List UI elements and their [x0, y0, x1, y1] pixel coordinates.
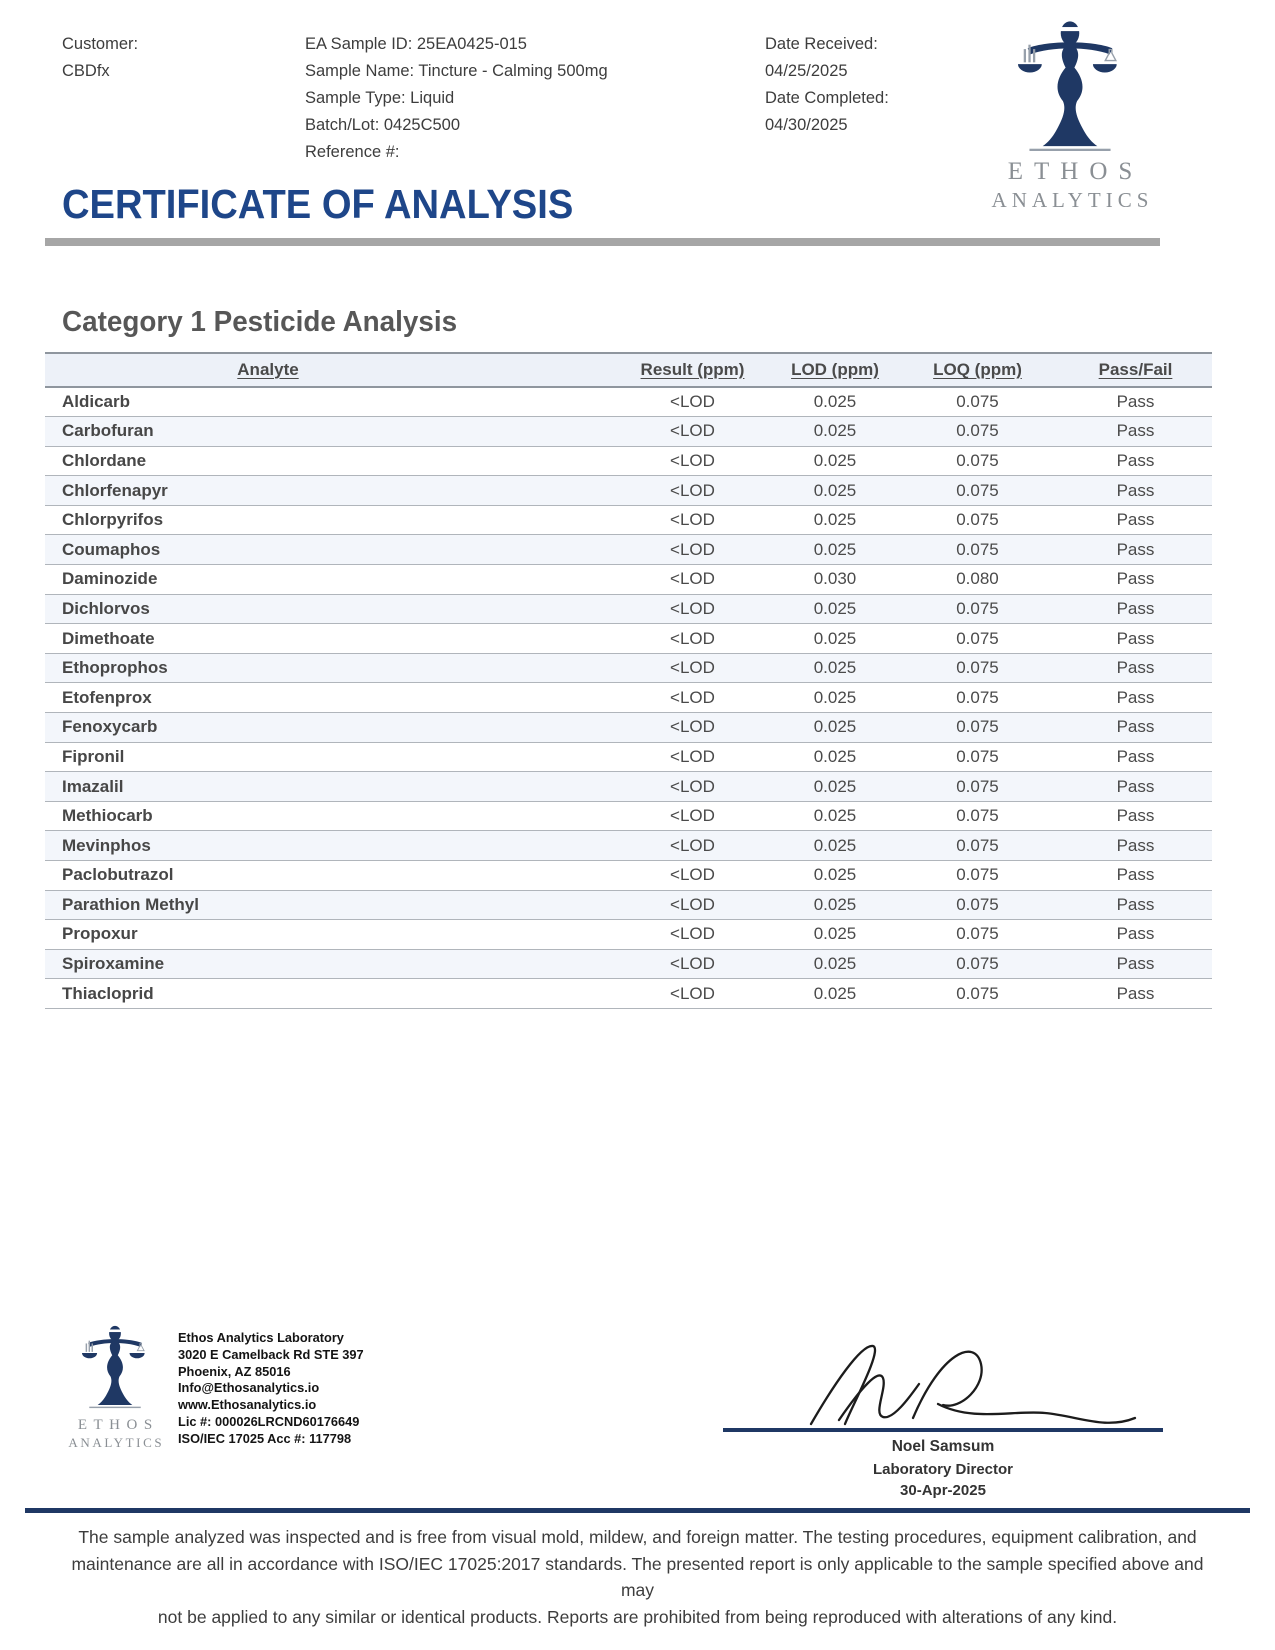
loq-cell: 0.075 — [896, 713, 1059, 743]
table-row — [45, 772, 1212, 802]
passfail-cell: Pass — [1059, 476, 1212, 506]
passfail-cell: Pass — [1059, 565, 1212, 595]
table-row — [45, 979, 1212, 1009]
lab-info-line: Info@Ethosanalytics.io — [178, 1380, 320, 1396]
result-cell: <LOD — [611, 742, 774, 772]
signature — [733, 1326, 1153, 1438]
result-cell: <LOD — [611, 801, 774, 831]
date-label: Date Received: — [765, 35, 878, 53]
table-row — [45, 387, 1212, 417]
passfail-cell: Pass — [1059, 801, 1212, 831]
analyte-cell: Etofenprox — [45, 683, 611, 713]
date-value: 04/25/2025 — [765, 62, 848, 80]
table-row — [45, 742, 1212, 772]
lod-cell: 0.025 — [774, 535, 896, 565]
lod-cell: 0.025 — [774, 801, 896, 831]
company-logo — [978, 20, 1162, 213]
passfail-cell: Pass — [1059, 949, 1212, 979]
loq-cell: 0.075 — [896, 505, 1059, 535]
passfail-cell: Pass — [1059, 535, 1212, 565]
pesticide-analysis-table — [45, 352, 1212, 1009]
loq-cell: 0.075 — [896, 831, 1059, 861]
loq-cell: 0.075 — [896, 476, 1059, 506]
table-row — [45, 535, 1212, 565]
table-row — [45, 565, 1212, 595]
lab-info-line: 3020 E Camelback Rd STE 397 — [178, 1346, 364, 1362]
footer-divider — [25, 1508, 1250, 1513]
result-cell: <LOD — [611, 713, 774, 743]
table-row — [45, 683, 1212, 713]
result-cell: <LOD — [611, 949, 774, 979]
lab-info-line: Lic #: 000026LRCND60176649 — [178, 1413, 360, 1429]
footer-wordmark-line2: ANALYTICS — [68, 1435, 165, 1450]
passfail-cell: Pass — [1059, 505, 1212, 535]
result-cell: <LOD — [611, 476, 774, 506]
lod-cell: 0.025 — [774, 861, 896, 891]
date-label: Date Completed: — [765, 89, 889, 107]
lod-cell: 0.025 — [774, 387, 896, 417]
analyte-cell: Coumaphos — [45, 535, 611, 565]
table-row — [45, 417, 1212, 447]
disclaimer-line: maintenance are all in accordance with ISO/IEC 17025:2017 standards. The presented report is only applicable to the sample specified above and may — [71, 1553, 1204, 1600]
loq-cell: 0.080 — [896, 565, 1059, 595]
sample-info-line: Sample Type: Liquid — [305, 89, 455, 107]
loq-cell: 0.075 — [896, 446, 1059, 476]
passfail-cell: Pass — [1059, 979, 1212, 1009]
analyte-cell: Thiacloprid — [45, 979, 611, 1009]
signature-date: 30-Apr-2025 — [900, 1482, 986, 1499]
analyte-cell: Carbofuran — [45, 417, 611, 447]
passfail-cell: Pass — [1059, 831, 1212, 861]
disclaimer-line: not be applied to any similar or identical products. Reports are prohibited from being reproduced with alterations of any kind. — [157, 1606, 1118, 1627]
table-row — [45, 801, 1212, 831]
passfail-cell: Pass — [1059, 713, 1212, 743]
analyte-cell: Propoxur — [45, 920, 611, 950]
result-cell: <LOD — [611, 653, 774, 683]
result-cell: <LOD — [611, 979, 774, 1009]
signatory-title: Laboratory Director — [872, 1461, 1014, 1478]
result-cell: <LOD — [611, 446, 774, 476]
passfail-cell: Pass — [1059, 594, 1212, 624]
lab-info-block — [178, 1330, 364, 1448]
customer-label: Customer: — [62, 35, 139, 53]
table-row — [45, 505, 1212, 535]
footer-logo — [55, 1325, 175, 1451]
loq-cell: 0.075 — [896, 387, 1059, 417]
lab-info-line: Phoenix, AZ 85016 — [178, 1363, 291, 1379]
lod-cell: 0.025 — [774, 505, 896, 535]
loq-cell: 0.075 — [896, 949, 1059, 979]
lod-cell: 0.030 — [774, 565, 896, 595]
loq-cell: 0.075 — [896, 979, 1059, 1009]
loq-cell: 0.075 — [896, 594, 1059, 624]
loq-cell: 0.075 — [896, 624, 1059, 654]
result-cell: <LOD — [611, 831, 774, 861]
sample-info-line: Reference #: — [305, 143, 400, 161]
lod-cell: 0.025 — [774, 920, 896, 950]
passfail-cell: Pass — [1059, 772, 1212, 802]
sample-info-line: Sample Name: Tincture - Calming 500mg — [305, 62, 608, 80]
sample-info-block — [305, 31, 608, 166]
analyte-cell: Aldicarb — [45, 387, 611, 417]
column-header-passfail: Pass/Fail — [1098, 360, 1173, 379]
column-header-analyte: Analyte — [237, 360, 299, 379]
analyte-cell: Ethoprophos — [45, 653, 611, 683]
sample-info-line: Batch/Lot: 0425C500 — [305, 116, 461, 134]
passfail-cell: Pass — [1059, 683, 1212, 713]
logo-wordmark-line1: ETHOS — [1007, 158, 1144, 185]
logo-wordmark-line2: ANALYTICS — [991, 188, 1154, 212]
result-cell: <LOD — [611, 861, 774, 891]
table-row — [45, 713, 1212, 743]
analyte-cell: Paclobutrazol — [45, 861, 611, 891]
lod-cell: 0.025 — [774, 949, 896, 979]
footer-wordmark-line1: ETHOS — [77, 1417, 159, 1433]
result-cell: <LOD — [611, 535, 774, 565]
loq-cell: 0.075 — [896, 417, 1059, 447]
analyte-cell: Spiroxamine — [45, 949, 611, 979]
analyte-cell: Methiocarb — [45, 801, 611, 831]
lab-info-line: ISO/IEC 17025 Acc #: 117798 — [178, 1430, 352, 1446]
result-cell: <LOD — [611, 772, 774, 802]
loq-cell: 0.075 — [896, 742, 1059, 772]
result-cell: <LOD — [611, 624, 774, 654]
result-cell: <LOD — [611, 505, 774, 535]
column-header-result: Result (ppm) — [640, 360, 745, 379]
lod-cell: 0.025 — [774, 594, 896, 624]
passfail-cell: Pass — [1059, 624, 1212, 654]
table-row — [45, 594, 1212, 624]
table-row — [45, 653, 1212, 683]
result-cell: <LOD — [611, 387, 774, 417]
table-row — [45, 446, 1212, 476]
table-row — [45, 861, 1212, 891]
title-divider — [45, 238, 1160, 246]
lab-info-line: www.Ethosanalytics.io — [178, 1397, 317, 1413]
lod-cell: 0.025 — [774, 446, 896, 476]
customer-block — [62, 31, 138, 85]
column-header-lod: LOD (ppm) — [791, 360, 879, 379]
lod-cell: 0.025 — [774, 890, 896, 920]
signature-block — [723, 1326, 1163, 1499]
lod-cell: 0.025 — [774, 476, 896, 506]
scales-of-justice-icon — [67, 1325, 163, 1410]
analyte-cell: Chlorpyrifos — [45, 505, 611, 535]
lab-info-line: Ethos Analytics Laboratory — [178, 1330, 344, 1345]
lod-cell: 0.025 — [774, 624, 896, 654]
analyte-cell: Chlordane — [45, 446, 611, 476]
passfail-cell: Pass — [1059, 890, 1212, 920]
lod-cell: 0.025 — [774, 683, 896, 713]
lod-cell: 0.025 — [774, 742, 896, 772]
result-cell: <LOD — [611, 417, 774, 447]
passfail-cell: Pass — [1059, 446, 1212, 476]
disclaimer-line: The sample analyzed was inspected and is free from visual mold, mildew, and foreign matter. The testing procedures, equipment calibration, and — [78, 1527, 1197, 1547]
loq-cell: 0.075 — [896, 683, 1059, 713]
scales-of-justice-icon — [994, 20, 1146, 154]
loq-cell: 0.075 — [896, 535, 1059, 565]
table-row — [45, 949, 1212, 979]
signature-line — [723, 1428, 1163, 1432]
page-title: CERTIFICATE OF ANALYSIS — [62, 181, 574, 227]
lod-cell: 0.025 — [774, 772, 896, 802]
lod-cell: 0.025 — [774, 713, 896, 743]
result-cell: <LOD — [611, 594, 774, 624]
loq-cell: 0.075 — [896, 890, 1059, 920]
analyte-cell: Parathion Methyl — [45, 890, 611, 920]
table-row — [45, 890, 1212, 920]
dates-block — [765, 31, 889, 139]
loq-cell: 0.075 — [896, 653, 1059, 683]
customer-name: CBDfx — [62, 62, 110, 80]
passfail-cell: Pass — [1059, 920, 1212, 950]
analyte-cell: Imazalil — [45, 772, 611, 802]
loq-cell: 0.075 — [896, 861, 1059, 891]
table-header-row — [45, 353, 1212, 387]
analyte-cell: Fipronil — [45, 742, 611, 772]
passfail-cell: Pass — [1059, 861, 1212, 891]
result-cell: <LOD — [611, 890, 774, 920]
passfail-cell: Pass — [1059, 417, 1212, 447]
loq-cell: 0.075 — [896, 772, 1059, 802]
analyte-cell: Daminozide — [45, 565, 611, 595]
passfail-cell: Pass — [1059, 742, 1212, 772]
column-header-loq: LOQ (ppm) — [933, 360, 1022, 379]
lod-cell: 0.025 — [774, 979, 896, 1009]
result-cell: <LOD — [611, 683, 774, 713]
result-cell: <LOD — [611, 565, 774, 595]
table-row — [45, 831, 1212, 861]
lod-cell: 0.025 — [774, 831, 896, 861]
sample-info-line: EA Sample ID: 25EA0425-015 — [305, 35, 527, 53]
passfail-cell: Pass — [1059, 653, 1212, 683]
analyte-cell: Mevinphos — [45, 831, 611, 861]
disclaimer — [65, 1524, 1210, 1630]
signatory-name: Noel Samsum — [891, 1438, 995, 1455]
table-row — [45, 476, 1212, 506]
analyte-cell: Dichlorvos — [45, 594, 611, 624]
section-title: Category 1 Pesticide Analysis — [62, 306, 458, 338]
table-row — [45, 624, 1212, 654]
analyte-cell: Fenoxycarb — [45, 713, 611, 743]
result-cell: <LOD — [611, 920, 774, 950]
analyte-cell: Chlorfenapyr — [45, 476, 611, 506]
passfail-cell: Pass — [1059, 387, 1212, 417]
table-row — [45, 920, 1212, 950]
date-value: 04/30/2025 — [765, 116, 848, 134]
loq-cell: 0.075 — [896, 801, 1059, 831]
lod-cell: 0.025 — [774, 417, 896, 447]
lod-cell: 0.025 — [774, 653, 896, 683]
loq-cell: 0.075 — [896, 920, 1059, 950]
analyte-cell: Dimethoate — [45, 624, 611, 654]
